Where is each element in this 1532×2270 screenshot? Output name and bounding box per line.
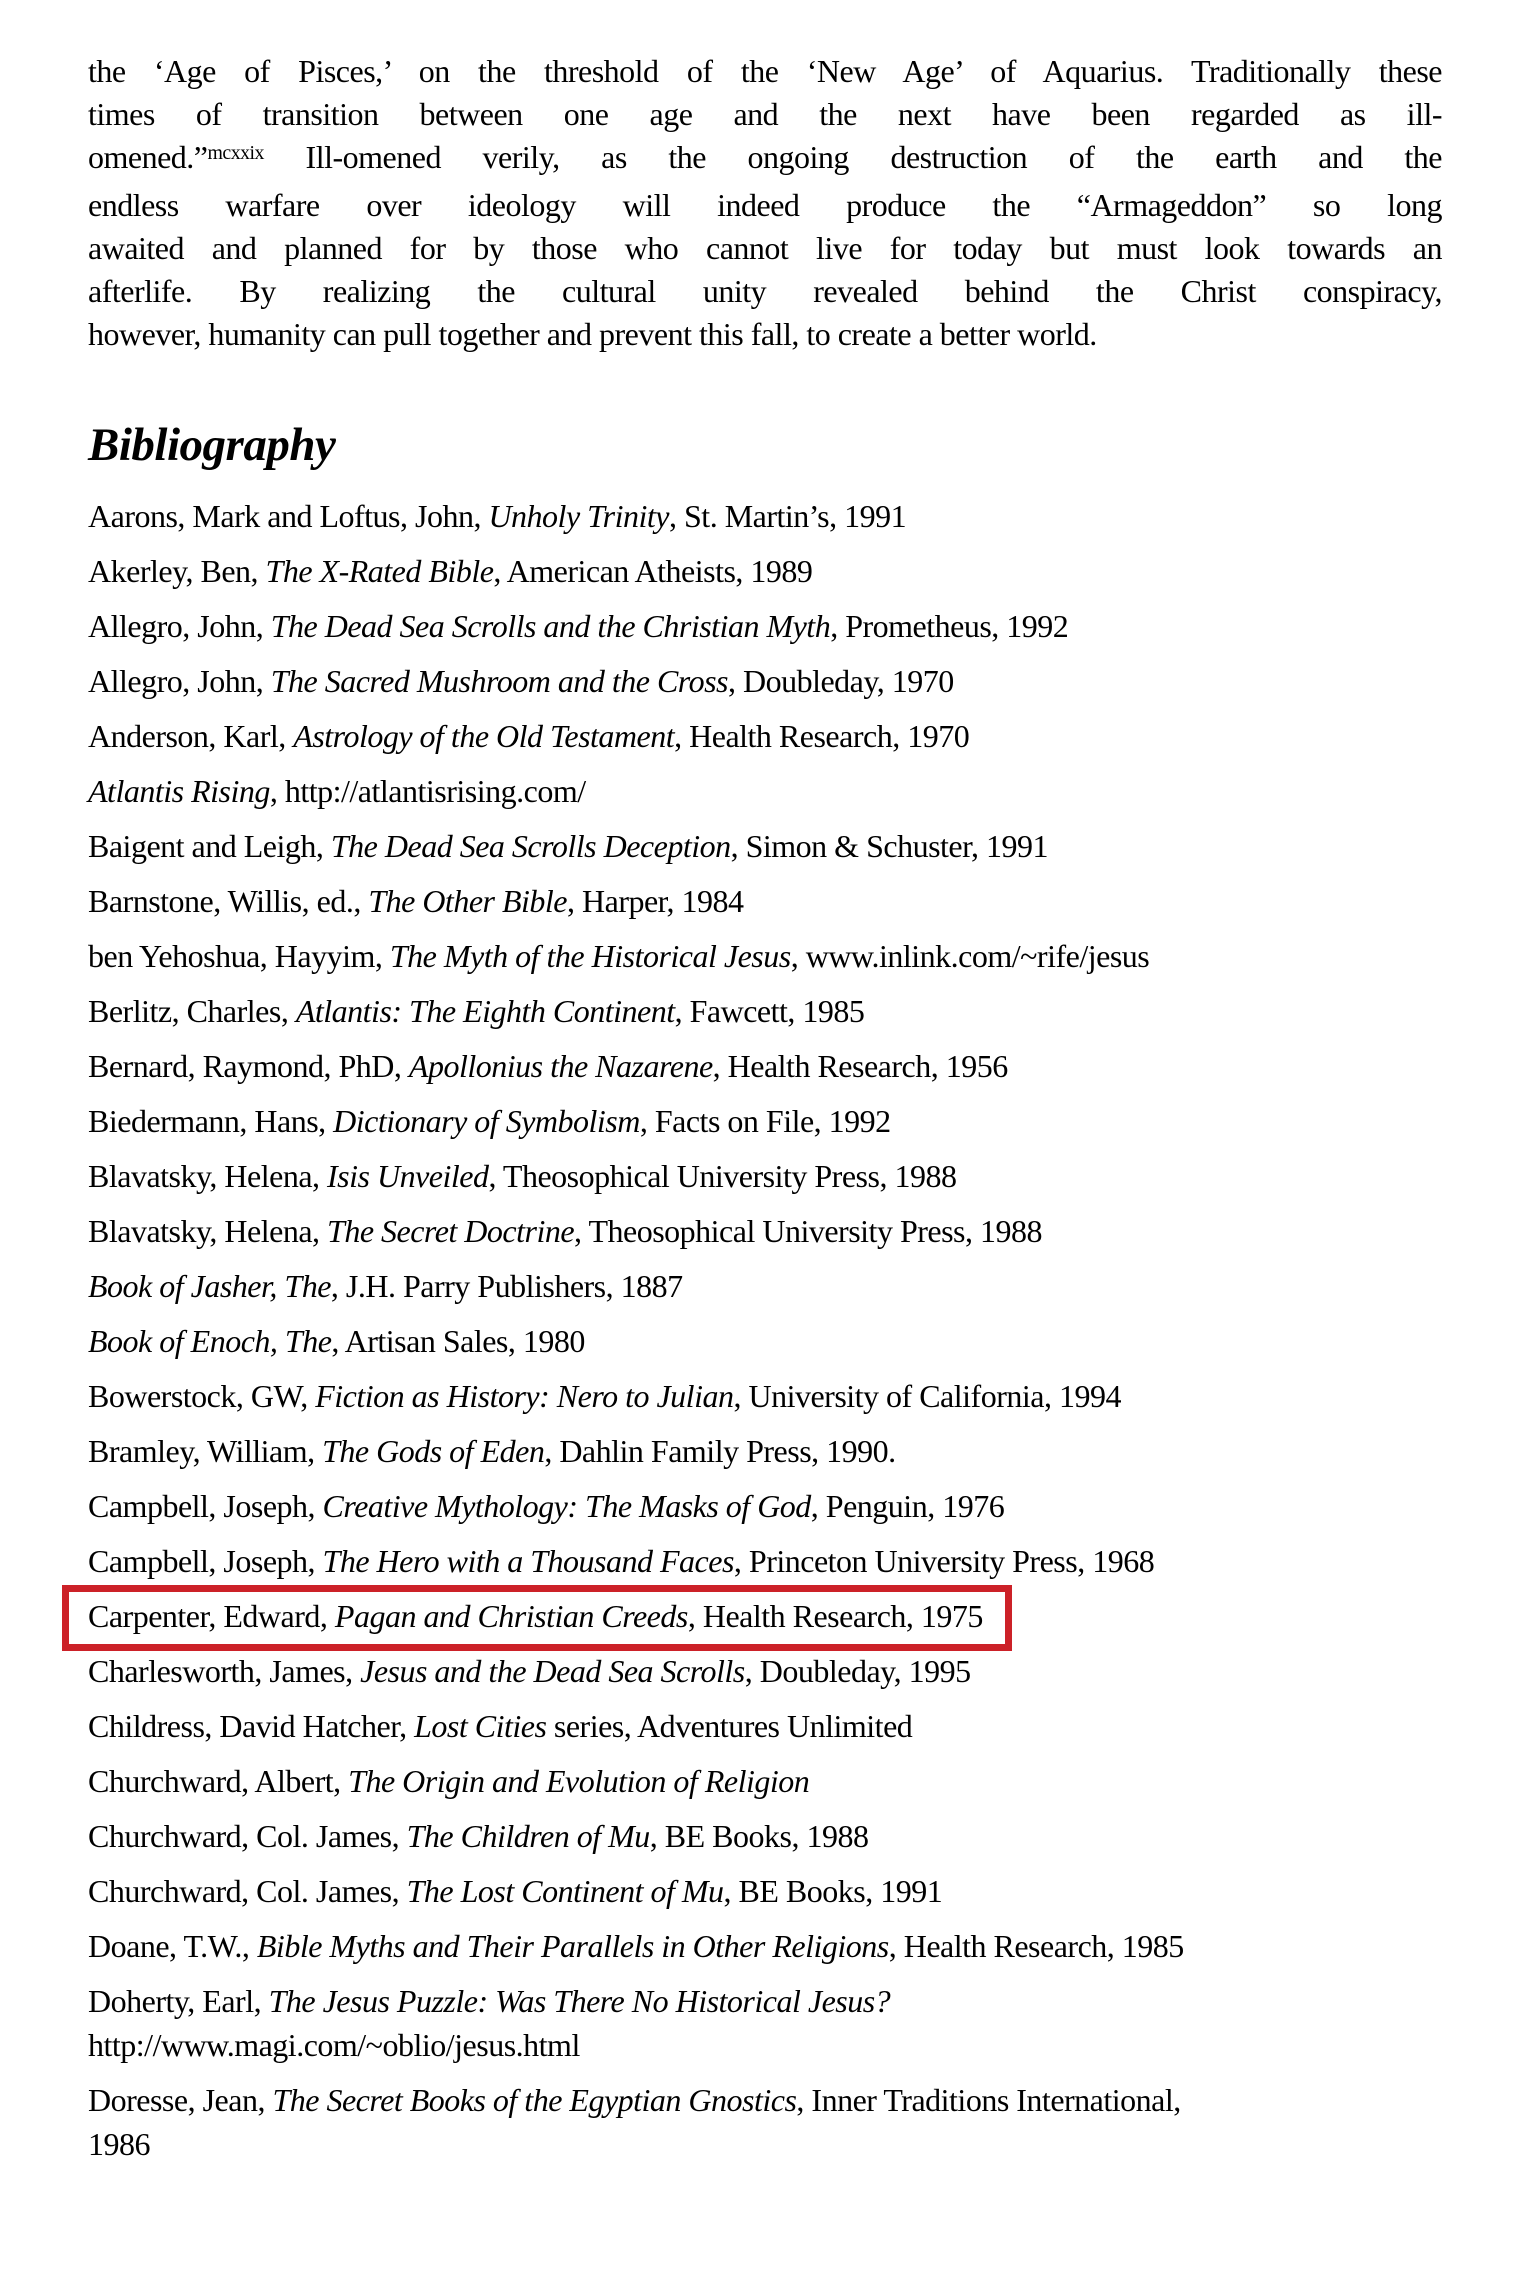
text-segment: Ill-omened verily, as the ongoing destruction of the earth and the (263, 139, 1442, 175)
book-title: Unholy Trinity (488, 498, 669, 534)
paragraph-line (88, 93, 1442, 136)
text-segment: http://www.magi.com/~oblio/jesus.html (88, 2027, 580, 2063)
text-segment: Churchward, Col. James, (88, 1818, 407, 1854)
text-segment: , Fawcett, 1985 (674, 993, 865, 1029)
bibliography-entry (88, 1264, 1442, 1308)
bibliography-entry (88, 1484, 1442, 1528)
text-segment: awaited and planned for by those who cannot live for today but must look towards an (88, 230, 1442, 266)
text-segment: afterlife. By realizing the cultural unity revealed behind the Christ conspiracy, (88, 273, 1442, 309)
book-title: Atlantis: The Eighth Continent (295, 993, 675, 1029)
text-segment: Baigent and Leigh, (88, 828, 331, 864)
entry-line (88, 1429, 1442, 1473)
entry-line (88, 1099, 1442, 1143)
book-title: The Dead Sea Scrolls and the Christian Myth (270, 608, 831, 644)
book-title: Book of Enoch, The (88, 1323, 332, 1359)
text-segment: Bernard, Raymond, PhD, (88, 1048, 409, 1084)
bibliography-entry (88, 1374, 1442, 1418)
text-segment: , St. Martin’s, 1991 (669, 498, 907, 534)
entry-line (88, 1704, 1442, 1748)
book-title: Book of Jasher, The (88, 1268, 331, 1304)
book-title: The Sacred Mushroom and the Cross (270, 663, 728, 699)
book-title: The Jesus Puzzle: Was There No Historical Jesus? (268, 1983, 891, 2019)
text-segment: , Inner Traditions International, (796, 2082, 1181, 2118)
text-segment: Allegro, John, (88, 608, 271, 644)
text-segment: series, Adventures Unlimited (546, 1708, 913, 1744)
text-segment: Churchward, Albert, (88, 1763, 349, 1799)
text-segment: Doresse, Jean, (88, 2082, 273, 2118)
book-title: The Lost Continent of Mu (406, 1873, 724, 1909)
entry-line (88, 494, 1442, 538)
text-segment: , Theosophical University Press, 1988 (574, 1213, 1042, 1249)
text-segment: , American Atheists, 1989 (493, 553, 813, 589)
text-segment: , Doubleday, 1995 (744, 1653, 971, 1689)
text-segment: Campbell, Joseph, (88, 1488, 323, 1524)
entry-line (88, 2122, 1442, 2166)
text-segment: , Health Research, 1956 (712, 1048, 1008, 1084)
text-segment: Churchward, Col. James, (88, 1873, 407, 1909)
bibliography-entry (88, 1154, 1442, 1198)
entry-line (88, 1979, 1442, 2023)
text-segment: Campbell, Joseph, (88, 1543, 323, 1579)
paragraph-line (88, 50, 1442, 93)
book-title: The Children of Mu (406, 1818, 650, 1854)
text-segment: Bowerstock, GW, (88, 1378, 316, 1414)
bibliography-entry (88, 1814, 1442, 1858)
entry-line (88, 2023, 1442, 2067)
text-segment: however, humanity can pull together and prevent this fall, to create a better world. (88, 316, 1097, 352)
bibliography-entry (88, 494, 1442, 538)
book-title: Fiction as History: Nero to Julian (315, 1378, 734, 1414)
book-title: The Secret Doctrine (327, 1213, 575, 1249)
text-segment: Biedermann, Hans, (88, 1103, 334, 1139)
paragraph-line (88, 227, 1442, 270)
paragraph-line (88, 313, 1442, 356)
text-segment: , J.H. Parry Publishers, 1887 (330, 1268, 683, 1304)
text-segment: , www.inlink.com/~rife/jesus (790, 938, 1150, 974)
text-segment: Barnstone, Willis, ed., (88, 883, 369, 919)
book-title: Creative Mythology: The Masks of God (322, 1488, 811, 1524)
entry-line (88, 1814, 1442, 1858)
bibliography-entry (88, 1704, 1442, 1748)
text-segment: Childress, David Hatcher, (88, 1708, 415, 1744)
text-segment: , Princeton University Press, 1968 (733, 1543, 1155, 1579)
entry-line (88, 1264, 1442, 1308)
text-segment: Doane, T.W., (88, 1928, 257, 1964)
bibliography-entry (88, 1539, 1442, 1583)
entry-line (88, 1759, 1442, 1803)
text-segment: the ‘Age of Pisces,’ on the threshold of the ‘New Age’ of Aquarius. Traditionally these (88, 53, 1442, 89)
text-segment: , Dahlin Family Press, 1990. (544, 1433, 896, 1469)
text-segment: , Health Research, 1975 (687, 1598, 983, 1634)
text-segment: 1986 (88, 2126, 150, 2162)
text-segment: Allegro, John, (88, 663, 271, 699)
bibliography-entry (88, 1044, 1442, 1088)
book-title: The Dead Sea Scrolls Deception (330, 828, 731, 864)
paragraph-line (88, 136, 1442, 184)
book-title: The Origin and Evolution of Religion (348, 1763, 810, 1799)
text-segment: , BE Books, 1991 (723, 1873, 943, 1909)
text-segment: , University of California, 1994 (733, 1378, 1121, 1414)
bibliography-entry (88, 1869, 1442, 1913)
book-title: Jesus and the Dead Sea Scrolls (360, 1653, 745, 1689)
book-title: Atlantis Rising (88, 773, 270, 809)
entry-line (88, 1374, 1442, 1418)
text-segment: , Health Research, 1970 (674, 718, 970, 754)
entry-line (88, 1594, 1442, 1638)
entry-line (88, 659, 1442, 703)
entry-line (88, 1484, 1442, 1528)
text-segment: Berlitz, Charles, (88, 993, 296, 1029)
text-segment: , BE Books, 1988 (649, 1818, 869, 1854)
bibliography-entry (88, 2078, 1442, 2166)
book-title: The Other Bible (368, 883, 567, 919)
bibliography-entry (88, 1429, 1442, 1473)
book-title: Bible Myths and Their Parallels in Other Religions (256, 1928, 889, 1964)
text-segment: , Artisan Sales, 1980 (331, 1323, 585, 1359)
bibliography-entry (88, 989, 1442, 1033)
text-segment: Carpenter, Edward, (88, 1598, 335, 1634)
text-segment: , Doubleday, 1970 (727, 663, 954, 699)
book-title: The Gods of Eden (322, 1433, 545, 1469)
text-segment: , Health Research, 1985 (888, 1928, 1184, 1964)
text-segment: , Penguin, 1976 (810, 1488, 1005, 1524)
entry-line (88, 1539, 1442, 1583)
text-segment: Aarons, Mark and Loftus, John, (88, 498, 489, 534)
text-segment: , Harper, 1984 (567, 883, 744, 919)
bibliography-entry (88, 934, 1442, 978)
body-paragraph (88, 50, 1442, 356)
bibliography-entry (88, 1979, 1442, 2067)
bibliography-entry (88, 1649, 1442, 1693)
text-segment: Anderson, Karl, (88, 718, 294, 754)
text-segment: endless warfare over ideology will indeed produce the “Armageddon” so long (88, 187, 1442, 223)
book-title: Astrology of the Old Testament (293, 718, 675, 754)
entry-line (88, 604, 1442, 648)
text-segment: , Simon & Schuster, 1991 (730, 828, 1048, 864)
book-title: The X-Rated Bible (265, 553, 494, 589)
book-title: Pagan and Christian Creeds (334, 1598, 688, 1634)
text-segment: Blavatsky, Helena, (88, 1213, 328, 1249)
bibliography-entry (88, 1099, 1442, 1143)
bibliography-entry (88, 714, 1442, 758)
bibliography-entry (88, 769, 1442, 813)
bibliography-entry (88, 549, 1442, 593)
bibliography-entry (88, 1319, 1442, 1363)
entry-line (88, 934, 1442, 978)
paragraph-line (88, 184, 1442, 227)
entry-line (88, 879, 1442, 923)
entry-line (88, 1319, 1442, 1363)
book-title: The Myth of the Historical Jesus (389, 938, 791, 974)
bibliography-entry (88, 824, 1442, 868)
book-title: The Hero with a Thousand Faces (322, 1543, 734, 1579)
entry-line (88, 989, 1442, 1033)
entry-line (88, 1869, 1442, 1913)
text-segment: , Prometheus, 1992 (830, 608, 1069, 644)
entry-line (88, 714, 1442, 758)
text-segment: times of transition between one age and the next have been regarded as ill- (88, 96, 1442, 132)
entry-line (88, 1924, 1442, 1968)
text-segment: Bramley, William, (88, 1433, 323, 1469)
book-title: Dictionary of Symbolism (333, 1103, 640, 1139)
book-title: Apollonius the Nazarene (408, 1048, 713, 1084)
text-segment: Akerley, Ben, (88, 553, 266, 589)
text-segment: ben Yehoshua, Hayyim, (88, 938, 390, 974)
text-segment: , Theosophical University Press, 1988 (488, 1158, 957, 1194)
entry-line (88, 824, 1442, 868)
book-title: The Secret Books of the Egyptian Gnostics (272, 2082, 797, 2118)
text-segment: Charlesworth, James, (88, 1653, 361, 1689)
bibliography-entry (88, 879, 1442, 923)
bibliography-entry (88, 1924, 1442, 1968)
entry-line (88, 549, 1442, 593)
bibliography-entry (88, 1209, 1442, 1253)
bibliography-entry-highlighted (88, 1594, 1442, 1638)
text-segment: , http://atlantisrising.com/ (269, 773, 586, 809)
entry-line (88, 1209, 1442, 1253)
footnote-reference: mcxxix (207, 142, 264, 165)
bibliography-entry (88, 604, 1442, 648)
text-segment: , Facts on File, 1992 (639, 1103, 891, 1139)
bibliography-heading: Bibliography (88, 419, 336, 471)
text-segment: omened.” (88, 139, 208, 175)
paragraph-line (88, 270, 1442, 313)
bibliography-entry (88, 659, 1442, 703)
entry-line (88, 2078, 1442, 2122)
entry-line (88, 1044, 1442, 1088)
bibliography-entry (88, 1759, 1442, 1803)
book-title: Lost Cities (414, 1708, 547, 1744)
highlighted-text (88, 1594, 983, 1638)
text-segment: Blavatsky, Helena, (88, 1158, 328, 1194)
text-segment: Doherty, Earl, (88, 1983, 269, 2019)
entry-line (88, 1154, 1442, 1198)
bibliography-list (88, 494, 1442, 2166)
book-title: Isis Unveiled (327, 1158, 489, 1194)
entry-line (88, 769, 1442, 813)
entry-line (88, 1649, 1442, 1693)
